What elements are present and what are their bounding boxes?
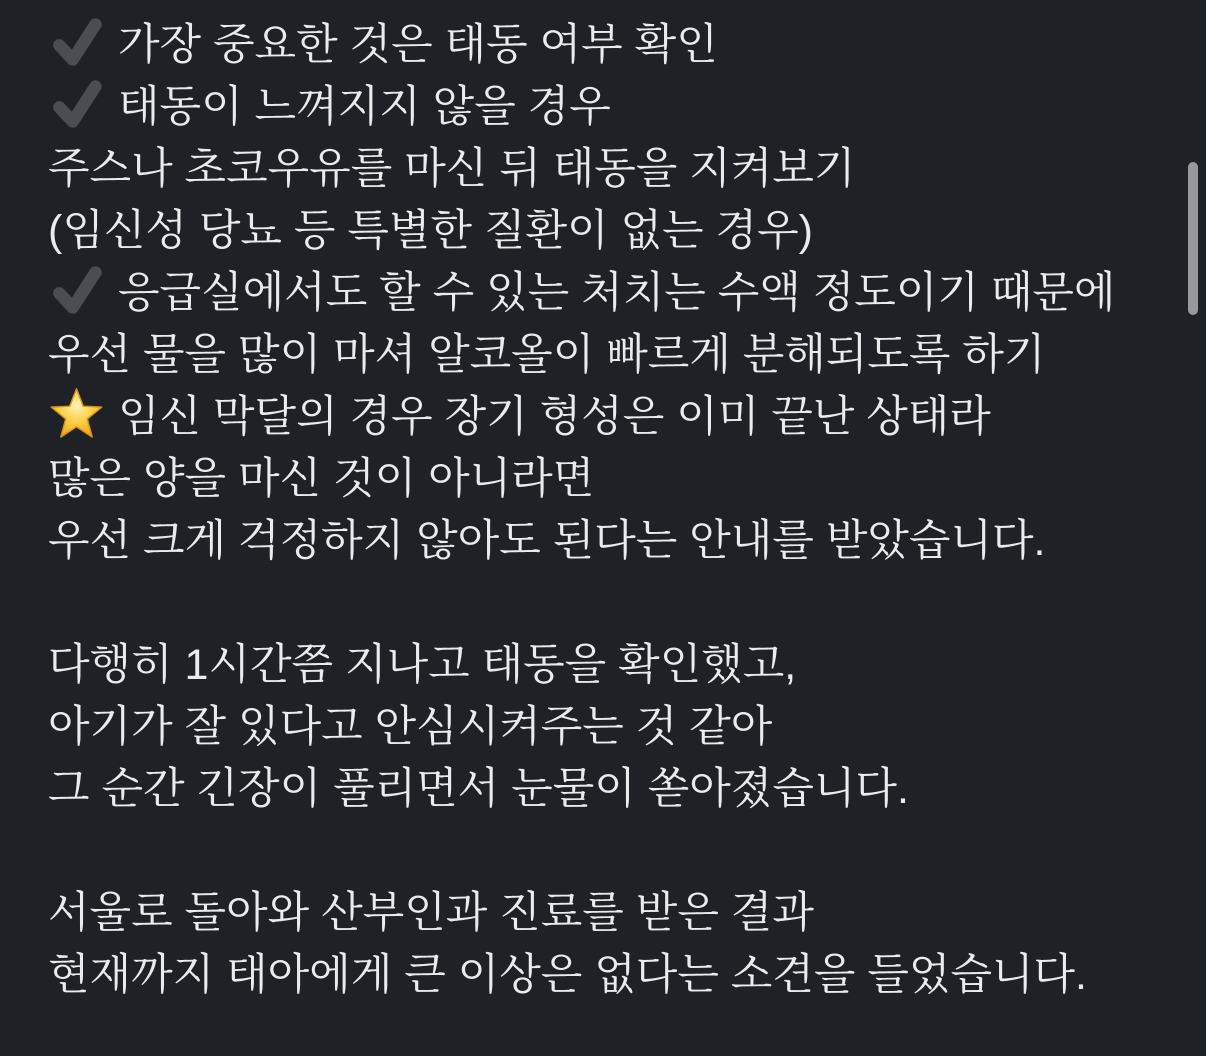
line-text: 많은 양을 마신 것이 아니라면 [48,454,595,503]
line-text: 주스나 초코우유를 마신 뒤 태동을 지켜보기 [48,144,856,193]
check-icon [48,13,105,70]
line-text: 다행히 1시간쯤 지나고 태동을 확인했고, [48,640,797,689]
text-line [48,320,1172,382]
line-text: 현재까지 태아에게 큰 이상은 없다는 소견을 들었습니다. [48,950,1088,999]
text-line [48,72,1172,134]
line-text: 우선 크게 걱정하지 않아도 된다는 안내를 받았습니다. [48,516,1046,565]
line-text: 태동이 느껴지지 않을 경우 [118,82,611,131]
check-icon [48,261,105,318]
scrollbar-thumb[interactable] [1188,162,1198,315]
text-line [48,630,1172,692]
text-line [48,940,1172,1002]
line-text: 그 순간 긴장이 풀리면서 눈물이 쏟아졌습니다. [48,764,909,813]
line-text: 가장 중요한 것은 태동 여부 확인 [118,20,718,69]
text-line [48,196,1172,258]
text-line [48,692,1172,754]
check-icon [48,75,105,132]
text-line [48,134,1172,196]
star-icon [48,385,105,442]
blank-line [48,816,1172,878]
text-line [48,506,1172,568]
line-text: (임신성 당뇨 등 특별한 질환이 없는 경우) [48,206,813,255]
line-text: 우선 물을 많이 마셔 알코올이 빠르게 분해되도록 하기 [48,330,1046,379]
text-line [48,382,1172,444]
blank-line [48,568,1172,630]
line-text: 임신 막달의 경우 장기 형성은 이미 끝난 상태라 [118,392,991,441]
line-text: 아기가 잘 있다고 안심시켜주는 것 같아 [48,702,773,751]
line-text: 서울로 돌아와 산부인과 진료를 받은 결과 [48,888,814,937]
line-text: 응급실에서도 할 수 있는 처치는 수액 정도이기 때문에 [118,268,1116,317]
text-line [48,878,1172,940]
text-line [48,444,1172,506]
text-line [48,10,1172,72]
post-content [48,10,1172,1002]
text-line [48,754,1172,816]
text-line [48,258,1172,320]
